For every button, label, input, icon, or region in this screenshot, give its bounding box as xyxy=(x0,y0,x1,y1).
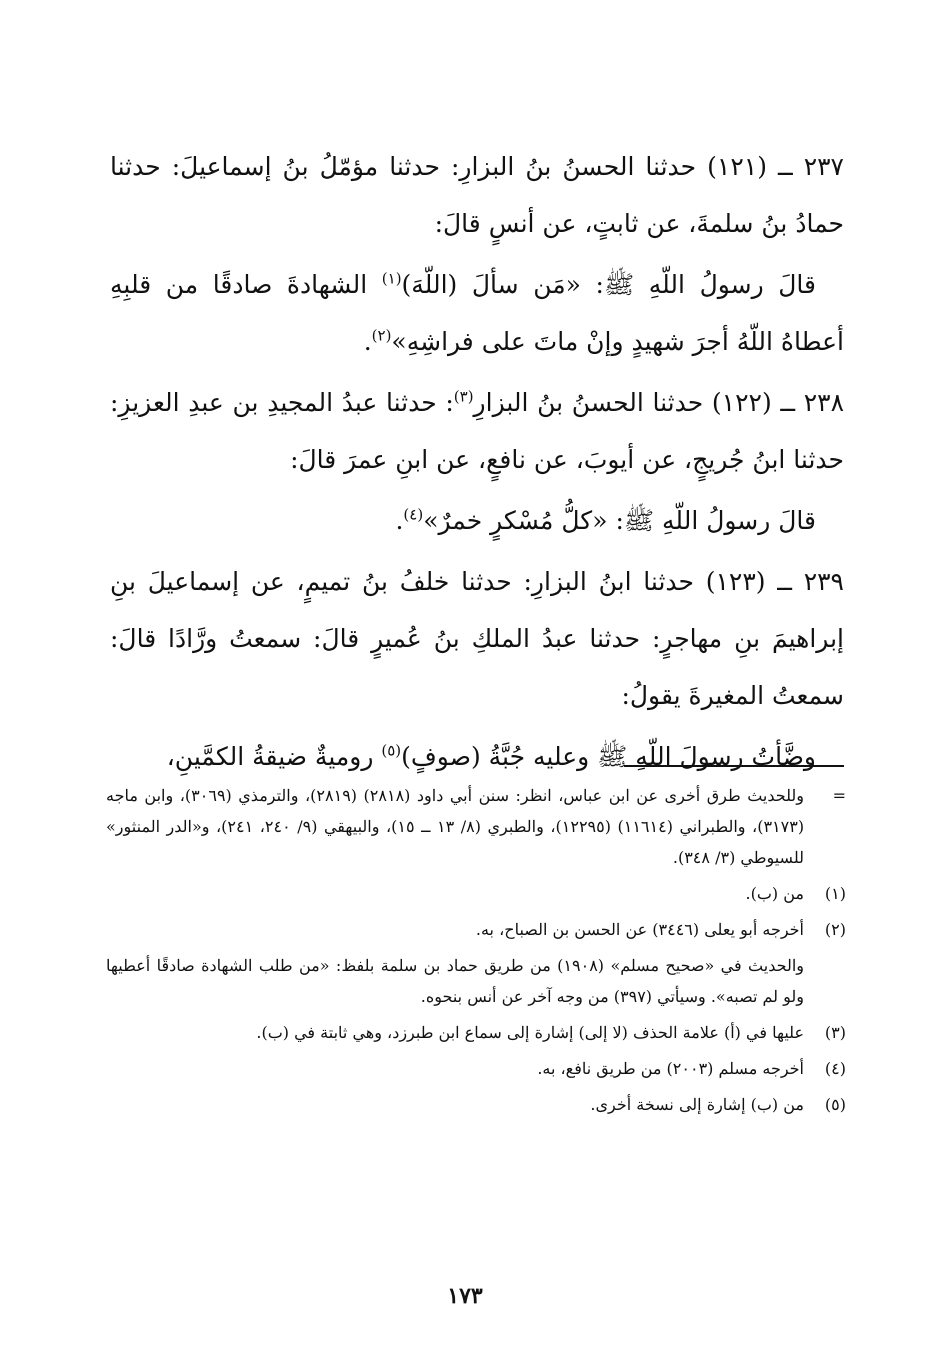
footnote-number: (٢) xyxy=(824,920,846,939)
footnote-text: من (ب). xyxy=(745,884,804,903)
hadith-237-chain xyxy=(110,138,844,252)
footnote-number: (٤) xyxy=(824,1059,846,1078)
footnote-text: أخرجه أبو يعلى (٣٤٤٦) عن الحسن بن الصباح، به. xyxy=(475,920,804,939)
footnote-number: (٥) xyxy=(824,1095,846,1114)
footnote-2-continued xyxy=(106,950,846,1012)
footnote-ref-4[interactable]: (٤) xyxy=(403,505,424,524)
footnote-5 xyxy=(106,1089,846,1120)
hadith-238-head-a: ٢٣٨ ــ (١٢٢) حدثنا الحسنُ بنُ البزارِ xyxy=(473,388,845,417)
footnote-ref-5[interactable]: (٥) xyxy=(381,741,402,760)
hadith-238-head-b: : حدثنا عبدُ المجيدِ بن عبدِ العزيزِ: حدثنا ابنُ جُريجٍ، عن أيوبَ، عن نافعٍ، عن ابنِ عمرَ قالَ: xyxy=(110,388,844,474)
footnote-separator xyxy=(624,765,844,767)
footnote-text: عليها في (أ) علامة الحذف (لا إلى) إشارة إلى سماع ابن طبرزد، وهي ثابتة في (ب). xyxy=(256,1023,804,1042)
hadith-239-chain xyxy=(110,553,844,724)
hadith-237-end: . xyxy=(363,327,372,356)
footnote-1 xyxy=(106,878,846,909)
hadith-237-text xyxy=(110,256,844,370)
page-number: ١٧٣ xyxy=(447,1283,483,1309)
footnote-text: من (ب) إشارة إلى نسخة أخرى. xyxy=(590,1095,804,1114)
footnote-ref-2[interactable]: (٢) xyxy=(371,326,392,345)
footnote-2 xyxy=(106,914,846,945)
hadith-238-text xyxy=(110,492,844,549)
footnote-continuation xyxy=(106,780,846,873)
footnote-number: (١) xyxy=(824,884,846,903)
hadith-237-matn-b: الشهادةَ صادقًا من قلبِهِ أعطاهُ اللّهُ أجرَ شهيدٍ وإنْ ماتَ على فراشِهِ» xyxy=(110,270,844,356)
footnote-3 xyxy=(106,1017,846,1048)
hadith-239-head: ٢٣٩ ــ (١٢٣) حدثنا ابنُ البزارِ: حدثنا خلفُ بنُ تميمٍ، عن إسماعيلَ بنِ إبراهيمَ بنِ مهاجرٍ: حدثنا عبدُ الملكِ بنُ عُميرٍ قالَ: سمعتُ ورَّادًا قالَ: سمعتُ المغيرةَ يقولُ: xyxy=(110,567,844,710)
hadith-238-matn: قالَ رسولُ اللّهِ ﷺ: «كلُّ مُسْكرٍ خمرٌ» xyxy=(423,506,816,535)
footnotes xyxy=(106,780,846,1120)
hadith-239-matn-a: وضَّأتُ رسولَ اللّهِ ﷺ وعليه جُبَّةُ (صوفٍ) xyxy=(401,742,816,771)
footnote-ref-1[interactable]: (١) xyxy=(381,269,402,288)
hadith-238-end: . xyxy=(395,506,404,535)
hadith-238-chain xyxy=(110,374,844,488)
footnote-text: أخرجه مسلم (٢٠٠٣) من طريق نافع، به. xyxy=(537,1059,804,1078)
hadith-239-matn-b: روميةٌ ضيقةُ الكمَّينِ، xyxy=(166,742,382,771)
footnote-number: (٣) xyxy=(824,1023,846,1042)
hadith-237-matn-a: قالَ رسولُ اللّهِ ﷺ: «مَن سألَ (اللّهَ) xyxy=(401,270,817,299)
hadith-237-head: ٢٣٧ ــ (١٢١) حدثنا الحسنُ بنُ البزارِ: حدثنا مؤمّلُ بنُ إسماعيلَ: حدثنا حمادُ بنُ سلمةَ، عن ثابتٍ، عن أنسٍ قالَ: xyxy=(110,152,844,238)
main-text xyxy=(110,138,844,785)
continuation-text: وللحديث طرق أخرى عن ابن عباس، انظر: سنن أبي داود (٢٨١٨) (٢٨١٩)، والترمذي (٣٠٦٩)، وابن ماجه (٣١٧٣)، والطبراني (١١٦١٤) (١٢٢٩٥)، والطبري (٨/ ١٣ ــ ١٥)، والبيهقي (٩/ ٢٤٠، ٢٤١)، و«الدر المنثور» للسيوطي (٣/ ٣٤٨). xyxy=(106,786,805,867)
footnote-ref-3[interactable]: (٣) xyxy=(453,387,474,406)
footnote-4 xyxy=(106,1053,846,1084)
continuation-marker: = xyxy=(832,786,846,805)
hadith-239-text xyxy=(110,728,844,785)
footnote-text: والحديث في «صحيح مسلم» (١٩٠٨) من طريق حماد بن سلمة بلفظ: «من طلب الشهادة صادقًا أعطيها ولو لم تصبه». وسيأتي (٣٩٧) من وجه آخر عن أنس بنحوه. xyxy=(106,956,804,1006)
